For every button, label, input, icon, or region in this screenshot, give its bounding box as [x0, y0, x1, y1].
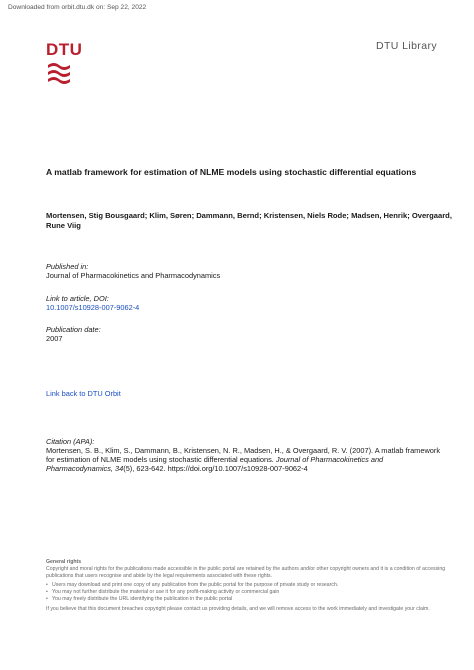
- citation-line2: framework for estimation of NLME models using stochastic differential equations.: [46, 446, 441, 465]
- citation-line1: Mortensen, S. B., Klim, S., Dammann, B., Kristensen, N. R., Madsen, H., & Overgaard, R. V. (2007). A matlab: [46, 446, 404, 455]
- dtu-logo-text: DTU: [46, 40, 83, 59]
- authors: Mortensen, Stig Bousgaard; Klim, Søren; Dammann, Bernd; Kristensen, Niels Rode; Madsen, Henrik; Overgaard, Rune Viig: [46, 211, 452, 230]
- rights-bullets: [46, 582, 446, 603]
- orbit-link[interactable]: Link back to DTU Orbit: [46, 389, 121, 398]
- doi-label: Link to article, DOI:: [46, 294, 109, 303]
- published-in-block: [46, 262, 220, 280]
- citation-block: [46, 437, 441, 474]
- dtu-logo-waves-icon: [46, 61, 72, 87]
- download-notice: Downloaded from orbit.dtu.dk on: Sep 22, 2022: [8, 4, 147, 11]
- library-label: DTU Library: [376, 40, 437, 52]
- citation-label: Citation (APA):: [46, 437, 95, 446]
- doi-block: [46, 294, 139, 312]
- citation-journal-part2: and Pharmacodynamics, 34: [46, 455, 384, 474]
- rights-title: General rights: [46, 559, 82, 565]
- rights-bullet: • You may freely distribute the URL identifying the publication in the public portal: [46, 596, 446, 603]
- dtu-logo: [46, 40, 83, 92]
- publication-date-label: Publication date:: [46, 325, 101, 334]
- paper-title: A matlab framework for estimation of NLME models using stochastic differential equations: [46, 167, 417, 177]
- published-in-label: Published in:: [46, 262, 89, 271]
- published-in-value: Journal of Pharmacokinetics and Pharmacodynamics: [46, 271, 221, 280]
- rights-bullet: • Users may download and print one copy of any publication from the public portal for the purpose of private study or research.: [46, 582, 446, 589]
- publication-date-value: 2007: [46, 334, 63, 343]
- citation-rest: (5), 623-642. https://doi.org/10.1007/s10928-007-9062-4: [123, 464, 308, 474]
- general-rights: [46, 559, 446, 613]
- rights-bullet: • You may not further distribute the material or use it for any profit-making activity or commercial gain: [46, 589, 446, 596]
- rights-para2: If you believe that this document breaches copyright please contact us providing details, and we will remove access to the work immediately and investigate your claim.: [46, 606, 430, 612]
- citation-journal-part1: Journal of Pharmacokinetics: [275, 455, 369, 465]
- citation-text: [46, 446, 441, 474]
- doi-link[interactable]: 10.1007/s10928-007-9062-4: [46, 303, 140, 312]
- publication-date-block: [46, 325, 101, 343]
- rights-para1: Copyright and moral rights for the publications made accessible in the public portal are retained by the authors and/or other copyright owners and it is a condition of accessing publications that users recognise and abide by the legal requirements associated with these rights.: [46, 566, 446, 579]
